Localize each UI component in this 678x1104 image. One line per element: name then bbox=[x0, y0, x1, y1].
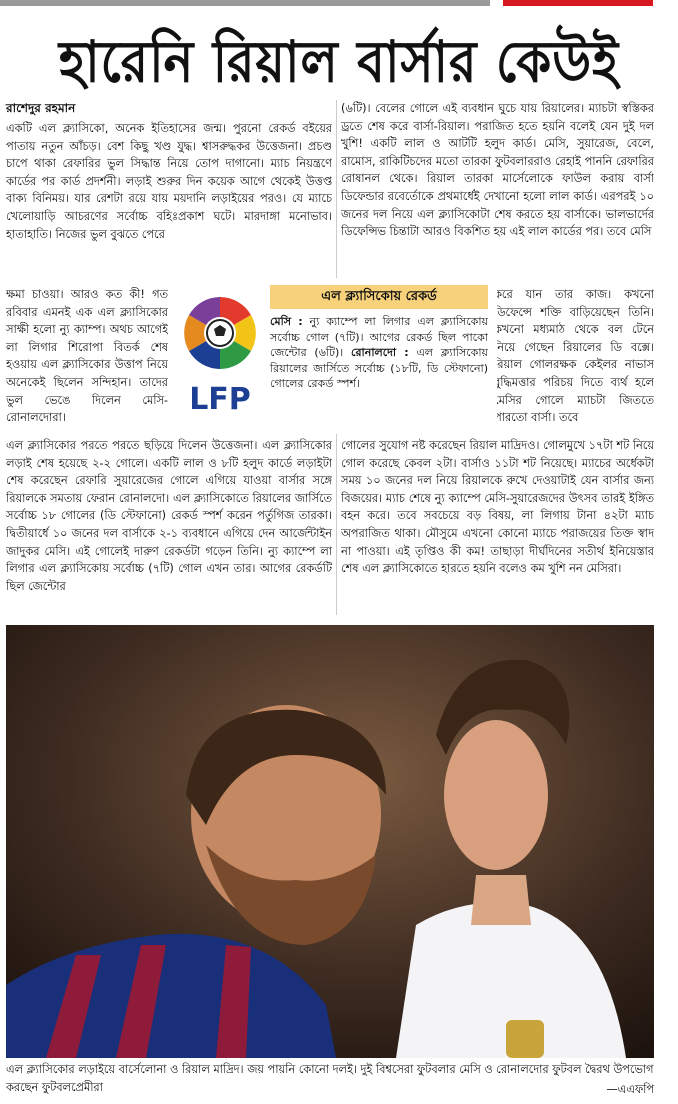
records-sidebar-box bbox=[175, 284, 491, 428]
headline: হারেনি রিয়াল বার্সার কেউই bbox=[58, 28, 620, 96]
top-rule-red bbox=[503, 0, 653, 6]
record-messi-name: মেসি : bbox=[270, 315, 303, 328]
top-rule-gray bbox=[0, 0, 490, 6]
sidebar-title: এল ক্ল্যাসিকোয় রেকর্ড bbox=[270, 285, 488, 309]
article-col1-top: একটি এল ক্ল্যাসিকো, অনেক ইতিহাসের জন্ম। পুরনো রেকর্ড বইয়ের পাতায় নতুন আঁচড়। বেশ কিছু খণ্ড যুদ্ধ। শ্বাসরুদ্ধকর উত্তেজনা। প্রচণ্ড চাপে থাকা রেফারির ভুল সিদ্ধান্ত নিয়ে তোপ দাগানো। ম্যাচ নিয়ন্ত্রণে কার্ডের পর কার্ড প্রদর্শনী। লড়াই শুরুর দিন কয়েক আগে থেকেই উত্তপ্ত বাক্য বিনিময়। যার রেশটা রয়ে যায় ময়দানি লড়াইয়ের পরও। যে ম্যাচে খেলোয়াড়ি আচরণের সর্বোচ্চ বহিঃপ্রকাশ ঘটে। মারদাঙ্গা মনোভাব। হাতাহাতি। নিজের ভুল বুঝতে পেরে bbox=[6, 122, 332, 241]
record-messi-text: ন্যু ক্যাম্পে লা লিগার এল ক্ল্যাসিকোয় সর্বোচ্চ গোল (৭টি)। আগের রেকর্ড ছিল পাকো জেন্টোর (৬টি)। bbox=[270, 315, 488, 359]
article-col2-top: (৬টি)। বেলের গোলে এই ব্যবধান ঘুচে যায় রিয়ালের। ম্যাচটা স্বস্তিকর ড্রতে শেষ করে বার্সা-রিয়াল। পরাজিত হতে হয়নি বলেই যেন দুই দল খুশি! একটি লাল ও আটটি হলুদ কার্ড। মেসি, সুয়ারেজ, বেলে, রামোস, রাকিটিচদের মতো তারকা ফুটবলাররাও রেহাই পাননি রেফারির রোষানল থেকে। রিয়াল তারকা মার্সেলোকে ফাউল করায় বার্সা ডিফেন্ডার রবের্তোকে প্রথমার্ধেই দেখানো হলো লাল কার্ড। এরপরই ১০ জনের দল নিয়ে এল ক্ল্যাসিকোটা শেষ করতে হয় বার্সাকে। ভালভার্দের ডিফেন্সিভ চিন্তাটা আরও বিকশিত হয় এই লাল কার্ডের পর। তবে মেসি bbox=[341, 102, 654, 239]
record-ronaldo-text: এল ক্ল্যাসিকোয় রিয়ালের জার্সিতে সর্বোচ্চ (১৮টি, ডি স্টেফানো) গোলের রেকর্ড স্পর্শ। bbox=[270, 346, 488, 390]
article-col2-mid: করে যান তার কাজ। কখনো ডিফেন্সে শক্তি বাড়িয়েছেন তিনি। কখনো মধ্যমাঠ থেকে বল টেনে নিয়ে গেছেন রিয়ালের ডি বক্সে। রিয়াল গোলরক্ষক কেইলর নাভাস বুদ্ধিমত্তার পরিচয় দিতে ব্যর্থ হলে মেসির গোলে ম্যাচটা জিততে পারতো বার্সা। তবে bbox=[494, 288, 654, 425]
lfp-logo bbox=[176, 291, 264, 421]
photo-credit: —এএফপি bbox=[606, 1083, 654, 1096]
record-ronaldo-name: রোনালদো : bbox=[351, 346, 409, 359]
article-col1-mid: ক্ষমা চাওয়া। আরও কত কী! গত রবিবার এমনই এক এল ক্ল্যাসিকোর সাক্ষী হলো ন্যু ক্যাম্প। অথচ আগেই লা লিগার শিরোপা বিতর্ক শেষ হওয়ায় এল ক্ল্যাসিকোর উত্তাপ নিয়ে অনেকেই ছিলেন সন্দিহান। তাদের ভুল ভেঙে দিলেন মেসি-রোনালদোরা। bbox=[6, 288, 168, 425]
sidebar-records bbox=[270, 314, 488, 392]
article-col1-bottom: এল ক্ল্যাসিকোর পরতে পরতে ছড়িয়ে দিলেন উত্তেজনা। এল ক্ল্যাসিকোর লড়াই শেষ হয়েছে ২-২ গোলে। একটি লাল ও ৮টি হলুদ কার্ডে লড়াইটা শেষ করেছেন রেফারি সুয়ারেজের গোলে এগিয়ে যাওয়া বার্সার সঙ্গে রিয়ালকে সমতায় ফেরান রোনালদো। এল ক্ল্যাসিকোতে রিয়ালের জার্সিতে সর্বোচ্চ ১৮ গোলের (ডি স্টেফানো) রেকর্ড স্পর্শ করেন পর্তুগিজ তারকা। দ্বিতীয়ার্ধে ১০ জনের দল বার্সাকে ২-১ ব্যবধানে এগিয়ে দেন আর্জেন্টাইন জাদুকর মেসি। এই গোলেই দারুণ রেকর্ডটা গড়েন তিনি। ন্যু ক্যাম্পে লা লিগার এল ক্ল্যাসিকোয় সর্বোচ্চ (৭টি) গোল এখন তার। আগের রেকর্ডটি ছিল জেন্টোর bbox=[6, 439, 332, 593]
article-col2-bottom: গোলের সুযোগ নষ্ট করেছেন রিয়াল মাদ্রিদও। গোলমুখে ১৭টা শট নিয়ে গোল করেছে কেবল ২টা। বার্সাও ১১টা শট নিয়েছে। ম্যাচের অর্ধেকটা সময় ১০ জনের দল নিয়ে রিয়ালকে রুখে দেওয়াটাই যেন বার্সার জন্য বিজয়ের। ম্যাচ শেষে ন্যু ক্যাম্পে মেসি-সুয়ারেজদের উৎসব তারই ইঙ্গিত বহন করে। তবে সবচেয়ে বড় বিষয়, লা লিগায় টানা ৪২টা ম্যাচ অপরাজিত থাকা। মৌসুমে এখনো কোনো ম্যাচে পরাজয়ের তিক্ত স্বাদ না পাওয়া। এই তৃপ্তিও কী কম! তাছাড়া দীর্ঘদিনের সতীর্থ ইনিয়েস্তার শেষ এল ক্ল্যাসিকোতে হারতে হয়নি বলেও কম খুশি নন মেসিরা। bbox=[341, 439, 654, 576]
byline: রাশেদুর রহমান bbox=[6, 101, 76, 115]
lfp-logo-text: LFP bbox=[189, 382, 251, 417]
article-photo bbox=[6, 625, 654, 1058]
photo-caption: এল ক্ল্যাসিকোর লড়াইয়ে বার্সেলোনা ও রিয়াল মাদ্রিদ। জয় পায়নি কোনো দলই। দুই বিশ্বসেরা ফুটবলার মেসি ও রোনালদোর ফুটবল দ্বৈরথ উপভোগ করছেন ফুটবলপ্রেমীরা bbox=[6, 1063, 654, 1094]
real-madrid-crest bbox=[506, 1020, 544, 1058]
